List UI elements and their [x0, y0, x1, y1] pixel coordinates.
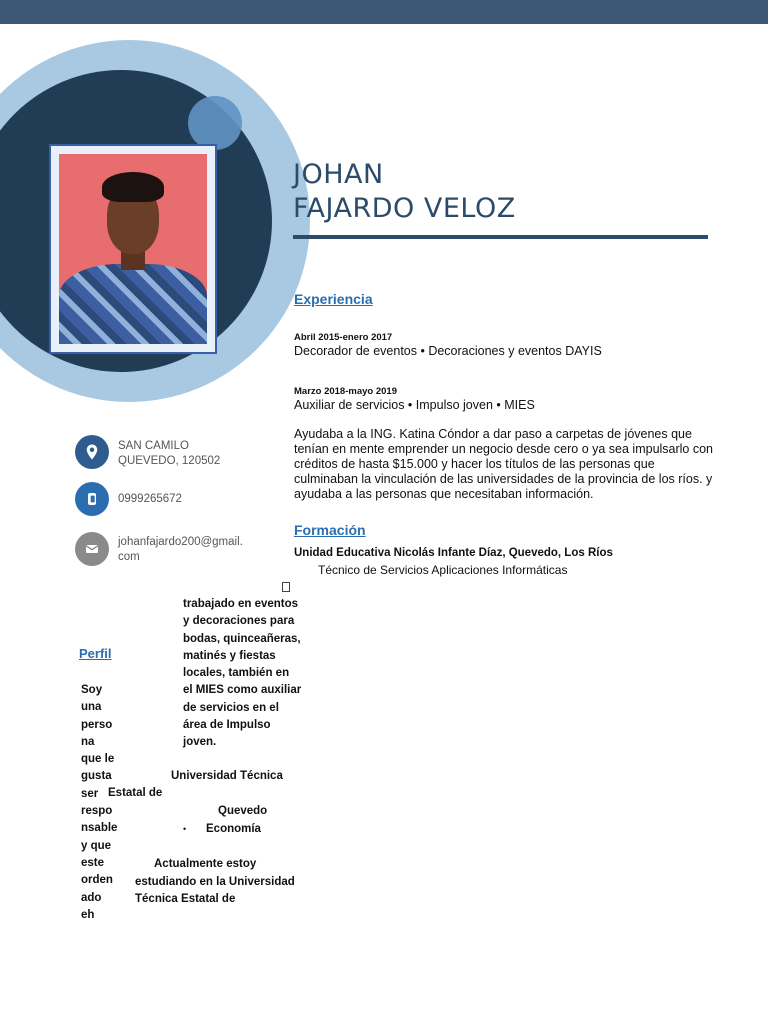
profile-right-line: bodas, quinceañeras,	[183, 632, 301, 645]
tecnica-text: Técnica Estatal de	[135, 893, 236, 905]
profile-left-line: y que	[81, 839, 112, 852]
profile-right-line: de servicios en el	[183, 701, 279, 714]
photo-image	[59, 154, 207, 344]
profile-left-line: nsable	[81, 822, 118, 835]
job-1-role: Decorador de eventos • Decoraciones y eventos DAYIS	[294, 344, 602, 358]
profile-right-line: área de Impulso	[183, 719, 271, 732]
profile-heading: Perfil	[79, 646, 112, 661]
address-line-1: SAN CAMILO	[118, 440, 189, 452]
profile-left-line: Soy	[81, 684, 103, 696]
job-1-date: Abril 2015-enero 2017	[294, 332, 393, 343]
name-divider	[293, 235, 708, 239]
photo-shirt	[59, 264, 207, 344]
estatal-text: Estatal de	[108, 787, 163, 799]
profile-left-line: gusta	[81, 770, 112, 783]
placeholder-box-icon	[282, 582, 290, 592]
university-text: Universidad Técnica	[171, 770, 283, 782]
profile-right-line: el MIES como auxiliar	[183, 684, 302, 697]
profile-left-line: una	[81, 701, 102, 714]
education-school: Unidad Educativa Nicolás Infante Díaz, Quevedo, Los Ríos	[294, 547, 613, 559]
address-line-2: QUEVEDO, 120502	[118, 455, 221, 467]
name-first: JOHAN	[293, 159, 384, 190]
actualmente-text: Actualmente estoy	[154, 858, 257, 870]
profile-left-line: eh	[81, 908, 95, 921]
experience-heading: Experiencia	[294, 291, 373, 307]
economia-text: Economía	[206, 823, 261, 835]
profile-photo	[49, 144, 217, 354]
email-line-2: com	[118, 551, 140, 563]
profile-right-line: trabajado en eventos	[183, 598, 299, 610]
decorative-circle-small	[188, 96, 242, 150]
top-bar	[0, 0, 768, 24]
profile-left-line: perso	[81, 718, 113, 731]
profile-left-line: na	[81, 735, 95, 748]
job-2-role: Auxiliar de servicios • Impulso joven • MIES	[294, 398, 535, 412]
profile-left-line: respo	[81, 805, 113, 818]
profile-left-line: ser	[81, 787, 99, 800]
email	[118, 535, 243, 565]
email-icon	[75, 532, 109, 566]
name-last: FAJARDO VELOZ	[293, 193, 516, 224]
profile-left-line: que le	[81, 753, 115, 766]
job-description: Ayudaba a la ING. Katina Cóndor a dar paso a carpetas de jóvenes que tenían en mente emprender un negocio desde cero o ya sea impulsarlo con créditos de hasta $15.000 y hacer los títulos de las personas que culminaban la vinculación de las universidades de la provincia de los ríos. y ayudaba a las personas que necesitaban información.	[294, 427, 714, 501]
profile-text-right	[183, 596, 313, 752]
photo-hair	[102, 172, 164, 202]
profile-left-line: ado	[81, 891, 102, 904]
email-line-1: johanfajardo200@gmail.	[118, 536, 243, 548]
bullet-icon: •	[183, 824, 187, 834]
phone-icon	[75, 482, 109, 516]
profile-left-line: este	[81, 856, 105, 869]
education-heading: Formación	[294, 522, 366, 538]
job-2-date: Marzo 2018-mayo 2019	[294, 386, 397, 397]
phone-number: 0999265672	[118, 493, 182, 505]
profile-right-line: y decoraciones para	[183, 615, 295, 628]
location-icon	[75, 435, 109, 469]
education-degree: Técnico de Servicios Aplicaciones Informáticas	[318, 563, 568, 577]
address	[118, 439, 220, 469]
profile-right-line: joven.	[183, 736, 217, 749]
profile-text-left	[81, 682, 121, 924]
profile-left-line: orden	[81, 874, 113, 887]
profile-right-line: matinés y fiestas	[183, 649, 276, 662]
profile-right-line: locales, también en	[183, 667, 290, 680]
quevedo-text: Quevedo	[218, 805, 268, 817]
full-name	[293, 158, 516, 226]
estudiando-text: estudiando en la Universidad	[135, 876, 295, 888]
